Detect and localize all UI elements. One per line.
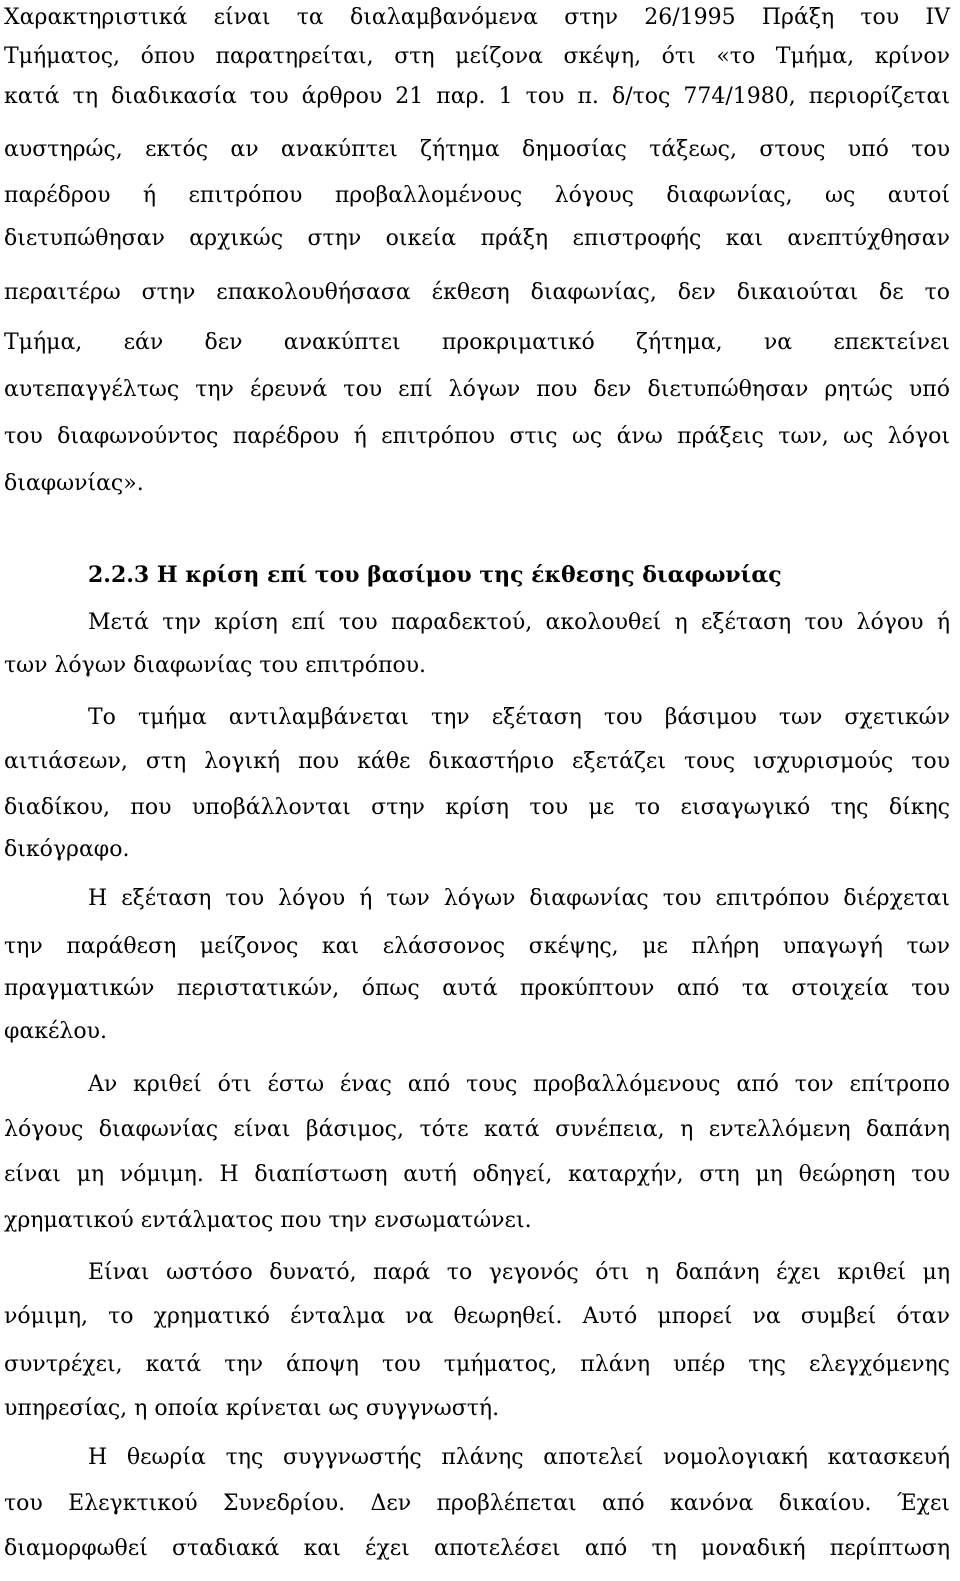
paragraph-line: νόμιμη, το χρηματικό ένταλμα να θεωρηθεί. Αυτό μπορεί να συμβεί όταν [4, 1304, 950, 1329]
paragraph-line: διαφωνίας». [4, 471, 144, 496]
paragraph-line: την παράθεση μείζονος και ελάσσονος σκέψης, με πλήρη υπαγωγή των [4, 934, 950, 959]
paragraph-line: των λόγων διαφωνίας του επιτρόπου. [4, 653, 427, 678]
paragraph-line: περαιτέρω στην επακολουθήσασα έκθεση διαφωνίας, δεν δικαιούται δε το [4, 280, 950, 305]
paragraph-line: του Ελεγκτικού Συνεδρίου. Δεν προβλέπεται από κανόνα δικαίου. Έχει [4, 1491, 950, 1516]
paragraph-line: πραγματικών περιστατικών, όπως αυτά προκύπτουν από τα στοιχεία του [4, 976, 950, 1001]
paragraph-line: φακέλου. [4, 1019, 107, 1044]
paragraph-line: λόγους διαφωνίας είναι βάσιμος, τότε κατά συνέπεια, η εντελλόμενη δαπάνη [4, 1117, 950, 1142]
paragraph-line: Η θεωρία της συγγνωστής πλάνης αποτελεί νομολογιακή κατασκευή [88, 1445, 950, 1470]
paragraph-line: δικόγραφο. [4, 837, 130, 862]
paragraph-line: Χαρακτηριστικά είναι τα διαλαμβανόμενα στην 26/1995 Πράξη του IV [4, 5, 950, 30]
paragraph-line: είναι μη νόμιμη. Η διαπίστωση αυτή οδηγεί, καταρχήν, στη μη θεώρηση του [4, 1162, 950, 1187]
paragraph-line: αυτεπαγγέλτως την έρευνά του επί λόγων που δεν διετυπώθησαν ρητώς υπό [4, 377, 950, 402]
paragraph-line: διαδίκου, που υποβάλλονται στην κρίση του με το εισαγωγικό της δίκης [4, 795, 950, 820]
paragraph-line: Μετά την κρίση επί του παραδεκτού, ακολουθεί η εξέταση του λόγου ή [88, 610, 950, 635]
paragraph-line: Το τμήμα αντιλαμβάνεται την εξέταση του βάσιμου των σχετικών [88, 705, 950, 730]
paragraph-line: Τμήματος, όπου παρατηρείται, στη μείζονα σκέψη, ότι «το Τμήμα, κρίνον [4, 44, 950, 69]
paragraph-line: του διαφωνούντος παρέδρου ή επιτρόπου στις ως άνω πράξεις των, ως λόγοι [4, 424, 950, 449]
paragraph-line: Αν κριθεί ότι έστω ένας από τους προβαλλόμενους από τον επίτροπο [88, 1072, 950, 1097]
paragraph-line: παρέδρου ή επιτρόπου προβαλλομένους λόγους διαφωνίας, ως αυτοί [4, 183, 950, 208]
paragraph-line: Η εξέταση του λόγου ή των λόγων διαφωνίας του επιτρόπου διέρχεται [88, 886, 950, 911]
paragraph-line: χρηματικού εντάλματος που την ενσωματώνει. [4, 1208, 532, 1233]
section-heading: 2.2.3 Η κρίση επί του βασίμου της έκθεσης διαφωνίας [88, 562, 782, 588]
paragraph-line: αυστηρώς, εκτός αν ανακύπτει ζήτημα δημοσίας τάξεως, στους υπό του [4, 137, 950, 162]
paragraph-line: αιτιάσεων, στη λογική που κάθε δικαστήριο εξετάζει τους ισχυρισμούς του [4, 749, 950, 774]
paragraph-line: κατά τη διαδικασία του άρθρου 21 παρ. 1 του π. δ/τος 774/1980, περιορίζεται [4, 84, 950, 109]
paragraph-line: Τμήμα, εάν δεν ανακύπτει προκριματικό ζήτημα, να επεκτείνει [4, 330, 950, 355]
paragraph-line: διετυπώθησαν αρχικώς στην οικεία πράξη επιστροφής και ανεπτύχθησαν [4, 226, 950, 251]
paragraph-line: υπηρεσίας, η οποία κρίνεται ως συγγνωστή. [4, 1396, 500, 1421]
paragraph-line: διαμορφωθεί σταδιακά και έχει αποτελέσει από τη μοναδική περίπτωση [4, 1536, 950, 1561]
paragraph-line: συντρέχει, κατά την άποψη του τμήματος, πλάνη υπέρ της ελεγχόμενης [4, 1352, 950, 1377]
paragraph-line: Είναι ωστόσο δυνατό, παρά το γεγονός ότι η δαπάνη έχει κριθεί μη [88, 1260, 950, 1285]
